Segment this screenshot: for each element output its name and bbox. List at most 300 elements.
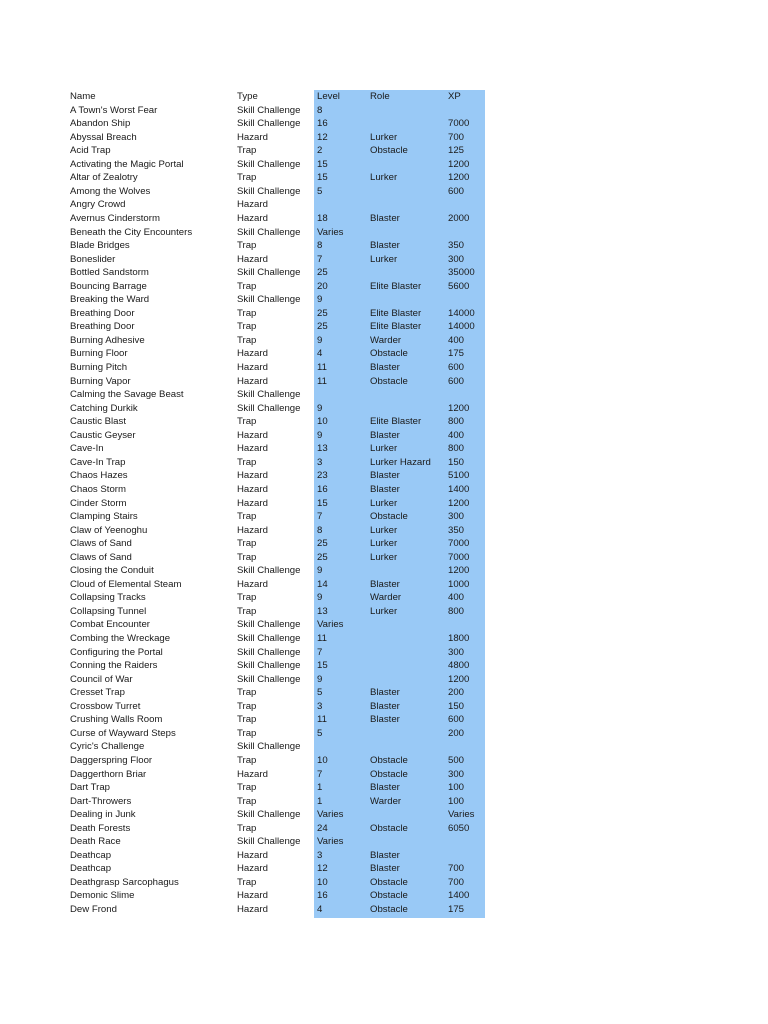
table-row bbox=[0, 632, 768, 646]
table-row bbox=[0, 835, 768, 849]
cell-type: Hazard bbox=[237, 253, 268, 265]
cell-level: 11 bbox=[317, 362, 327, 373]
cell-name: Burning Vapor bbox=[70, 375, 131, 387]
table-row bbox=[0, 429, 768, 443]
cell-name: Activating the Magic Portal bbox=[70, 158, 184, 170]
cell-type: Trap bbox=[237, 700, 257, 712]
cell-name: Caustic Blast bbox=[70, 416, 126, 428]
cell-type: Hazard bbox=[237, 849, 268, 861]
cell-xp: 300 bbox=[448, 768, 465, 780]
cell-role: Elite Blaster bbox=[370, 280, 422, 292]
cell-xp: 600 bbox=[448, 185, 465, 197]
cell-name: Bottled Sandstorm bbox=[70, 267, 149, 279]
cell-level: 13 bbox=[317, 443, 328, 455]
cell-type: Trap bbox=[237, 876, 257, 888]
table-row bbox=[0, 781, 768, 795]
cell-type: Trap bbox=[237, 551, 257, 563]
cell-type: Hazard bbox=[237, 470, 268, 482]
cell-xp: 5600 bbox=[448, 280, 470, 292]
cell-name: Chaos Hazes bbox=[70, 470, 128, 482]
cell-role: Elite Blaster bbox=[370, 321, 422, 333]
cell-name: Cyric's Challenge bbox=[70, 741, 145, 753]
cell-level: 7 bbox=[317, 768, 323, 780]
table-row bbox=[0, 307, 768, 321]
cell-name: Claws of Sand bbox=[70, 538, 132, 550]
cell-level: 9 bbox=[317, 334, 323, 346]
cell-name: Burning Pitch bbox=[70, 362, 128, 373]
cell-xp: 1200 bbox=[448, 158, 470, 170]
cell-type: Trap bbox=[237, 321, 257, 333]
cell-type: Trap bbox=[237, 795, 257, 807]
cell-role: Obstacle bbox=[370, 754, 408, 766]
cell-type: Skill Challenge bbox=[237, 118, 301, 130]
cell-type: Trap bbox=[237, 145, 257, 157]
cell-name: Among the Wolves bbox=[70, 185, 151, 197]
cell-level: 4 bbox=[317, 348, 323, 360]
cell-name: Closing the Conduit bbox=[70, 565, 154, 577]
cell-level: 20 bbox=[317, 280, 328, 292]
cell-type: Skill Challenge bbox=[237, 402, 301, 414]
cell-type: Trap bbox=[237, 307, 257, 319]
cell-level: 9 bbox=[317, 673, 323, 685]
cell-type: Hazard bbox=[237, 212, 268, 224]
table-row bbox=[0, 524, 768, 538]
cell-type: Trap bbox=[237, 687, 257, 699]
cell-xp: 5100 bbox=[448, 470, 470, 482]
table-row bbox=[0, 456, 768, 470]
table-row bbox=[0, 415, 768, 429]
cell-name: Chaos Storm bbox=[70, 483, 126, 495]
cell-xp: 400 bbox=[448, 334, 465, 346]
table-row bbox=[0, 591, 768, 605]
cell-level: 10 bbox=[317, 876, 328, 888]
cell-level: 18 bbox=[317, 212, 328, 224]
cell-role: Lurker bbox=[370, 443, 398, 455]
cell-xp: 6050 bbox=[448, 822, 470, 834]
cell-role: Warder bbox=[370, 334, 402, 346]
cell-level: Varies bbox=[317, 809, 344, 821]
cell-type: Hazard bbox=[237, 483, 268, 495]
cell-level: 14 bbox=[317, 578, 328, 590]
cell-role: Warder bbox=[370, 795, 402, 807]
cell-role: Elite Blaster bbox=[370, 416, 422, 428]
cell-role: Obstacle bbox=[370, 876, 408, 888]
cell-xp: 1200 bbox=[448, 402, 470, 414]
cell-level: 11 bbox=[317, 714, 327, 726]
cell-type: Hazard bbox=[237, 362, 268, 373]
table-row bbox=[0, 673, 768, 687]
cell-role: Blaster bbox=[370, 240, 400, 252]
table-row bbox=[0, 334, 768, 348]
cell-name: A Town's Worst Fear bbox=[70, 104, 158, 116]
cell-type: Trap bbox=[237, 456, 257, 468]
cell-xp: 1200 bbox=[448, 673, 470, 685]
cell-level: 3 bbox=[317, 849, 323, 861]
table-row bbox=[0, 117, 768, 131]
cell-level: 2 bbox=[317, 145, 323, 157]
cell-xp: 300 bbox=[448, 253, 465, 265]
cell-xp: 300 bbox=[448, 646, 465, 658]
cell-role: Blaster bbox=[370, 863, 400, 875]
cell-type: Skill Challenge bbox=[237, 565, 301, 577]
table-row bbox=[0, 320, 768, 334]
cell-level: 9 bbox=[317, 294, 323, 306]
cell-xp: 800 bbox=[448, 416, 465, 428]
cell-type: Skill Challenge bbox=[237, 389, 301, 401]
cell-name: Breathing Door bbox=[70, 307, 135, 319]
cell-level: 7 bbox=[317, 511, 323, 523]
cell-level: 8 bbox=[317, 104, 323, 116]
cell-xp: 700 bbox=[448, 876, 465, 888]
cell-name: Crushing Walls Room bbox=[70, 714, 163, 726]
table-row bbox=[0, 564, 768, 578]
cell-level: 7 bbox=[317, 646, 323, 658]
cell-xp: 2000 bbox=[448, 212, 470, 224]
cell-xp: 350 bbox=[448, 524, 465, 536]
cell-xp: 100 bbox=[448, 795, 465, 807]
cell-level: 1 bbox=[317, 795, 323, 807]
cell-role: Lurker bbox=[370, 551, 398, 563]
cell-xp: 350 bbox=[448, 240, 465, 252]
cell-name: Acid Trap bbox=[70, 145, 111, 157]
cell-level: Varies bbox=[317, 619, 344, 631]
cell-name: Beneath the City Encounters bbox=[70, 226, 193, 238]
cell-type: Trap bbox=[237, 416, 257, 428]
cell-type: Hazard bbox=[237, 429, 268, 441]
cell-role: Blaster bbox=[370, 849, 400, 861]
cell-role: Blaster bbox=[370, 782, 400, 794]
cell-xp: 1400 bbox=[448, 890, 470, 902]
cell-role: Blaster bbox=[370, 714, 400, 726]
table-row bbox=[0, 659, 768, 673]
cell-level: Varies bbox=[317, 836, 344, 848]
cell-type: Trap bbox=[237, 605, 257, 617]
cell-role: Warder bbox=[370, 592, 402, 604]
cell-level: 9 bbox=[317, 592, 323, 604]
table-row bbox=[0, 388, 768, 402]
cell-role: Blaster bbox=[370, 700, 400, 712]
table-row bbox=[0, 605, 768, 619]
cell-level: 25 bbox=[317, 321, 328, 333]
cell-type: Skill Challenge bbox=[237, 633, 301, 644]
cell-level: 4 bbox=[317, 904, 323, 915]
cell-level: 11 bbox=[317, 633, 327, 644]
cell-role: Elite Blaster bbox=[370, 307, 422, 319]
cell-level: 15 bbox=[317, 660, 328, 672]
table-row bbox=[0, 578, 768, 592]
cell-xp: 300 bbox=[448, 511, 465, 523]
table-row bbox=[0, 862, 768, 876]
cell-level: 24 bbox=[317, 822, 328, 834]
cell-level: 8 bbox=[317, 240, 323, 252]
table-row bbox=[0, 280, 768, 294]
cell-name: Claw of Yeenoghu bbox=[70, 524, 148, 536]
cell-name: Burning Adhesive bbox=[70, 334, 145, 346]
cell-type: Trap bbox=[237, 334, 257, 346]
cell-name: Cave-In bbox=[70, 443, 104, 455]
table-row bbox=[0, 402, 768, 416]
table-row bbox=[0, 497, 768, 511]
cell-type: Skill Challenge bbox=[237, 673, 301, 685]
cell-type: Trap bbox=[237, 511, 257, 523]
cell-role: Blaster bbox=[370, 483, 400, 495]
table-row bbox=[0, 469, 768, 483]
cell-type: Skill Challenge bbox=[237, 158, 301, 170]
cell-type: Hazard bbox=[237, 890, 268, 902]
cell-level: 3 bbox=[317, 700, 323, 712]
cell-name: Cresset Trap bbox=[70, 687, 125, 699]
cell-xp: 200 bbox=[448, 727, 465, 739]
cell-role: Lurker Hazard bbox=[370, 456, 431, 468]
cell-type: Skill Challenge bbox=[237, 185, 301, 197]
table-row bbox=[0, 212, 768, 226]
cell-role: Lurker bbox=[370, 131, 398, 143]
cell-role: Lurker bbox=[370, 253, 398, 265]
cell-xp: 1400 bbox=[448, 483, 470, 495]
cell-level: 15 bbox=[317, 172, 328, 184]
cell-type: Hazard bbox=[237, 768, 268, 780]
cell-type: Trap bbox=[237, 714, 257, 726]
cell-name: Cloud of Elemental Steam bbox=[70, 578, 182, 590]
cell-type: Skill Challenge bbox=[237, 646, 301, 658]
cell-name: Catching Durkik bbox=[70, 402, 138, 414]
cell-xp: 1000 bbox=[448, 578, 470, 590]
cell-xp: 200 bbox=[448, 687, 465, 699]
table-row bbox=[0, 849, 768, 863]
cell-name: Deathcap bbox=[70, 863, 112, 875]
table-row bbox=[0, 104, 768, 118]
cell-xp: 125 bbox=[448, 145, 465, 157]
cell-xp: 175 bbox=[448, 348, 465, 360]
cell-level: 5 bbox=[317, 727, 323, 739]
table-row bbox=[0, 795, 768, 809]
cell-name: Death Race bbox=[70, 836, 121, 848]
cell-type: Trap bbox=[237, 592, 257, 604]
cell-xp: 400 bbox=[448, 429, 465, 441]
cell-role: Obstacle bbox=[370, 145, 408, 157]
cell-type: Hazard bbox=[237, 348, 268, 360]
cell-type: Hazard bbox=[237, 863, 268, 875]
cell-name: Configuring the Portal bbox=[70, 646, 163, 658]
cell-type: Hazard bbox=[237, 131, 268, 143]
cell-type: Hazard bbox=[237, 443, 268, 455]
cell-role: Blaster bbox=[370, 212, 400, 224]
table-row bbox=[0, 903, 768, 917]
cell-level: Varies bbox=[317, 226, 344, 238]
cell-level: 11 bbox=[317, 375, 327, 387]
table-row bbox=[0, 808, 768, 822]
cell-level: 1 bbox=[317, 782, 323, 794]
cell-role: Lurker bbox=[370, 172, 398, 184]
cell-name: Abyssal Breach bbox=[70, 131, 137, 143]
cell-name: Altar of Zealotry bbox=[70, 172, 138, 184]
cell-level: 9 bbox=[317, 565, 323, 577]
cell-type: Trap bbox=[237, 240, 257, 252]
table-row bbox=[0, 686, 768, 700]
cell-level: 16 bbox=[317, 483, 328, 495]
cell-name: Bouncing Barrage bbox=[70, 280, 147, 292]
table-row bbox=[0, 740, 768, 754]
table-row bbox=[0, 158, 768, 172]
table-row bbox=[0, 876, 768, 890]
cell-xp: 1200 bbox=[448, 565, 470, 577]
cell-level: 16 bbox=[317, 890, 328, 902]
cell-role: Lurker bbox=[370, 538, 398, 550]
table-row bbox=[0, 727, 768, 741]
cell-role: Lurker bbox=[370, 605, 398, 617]
cell-name: Cinder Storm bbox=[70, 497, 127, 509]
cell-xp: 100 bbox=[448, 782, 465, 794]
cell-role: Blaster bbox=[370, 362, 400, 373]
cell-role: Obstacle bbox=[370, 890, 408, 902]
cell-name: Conning the Raiders bbox=[70, 660, 158, 672]
cell-name: Demonic Slime bbox=[70, 890, 135, 902]
cell-level: 5 bbox=[317, 687, 323, 699]
cell-level: 10 bbox=[317, 416, 328, 428]
cell-type: Trap bbox=[237, 782, 257, 794]
cell-type: Hazard bbox=[237, 497, 268, 509]
cell-name: Calming the Savage Beast bbox=[70, 389, 184, 401]
cell-xp: 1200 bbox=[448, 172, 470, 184]
cell-xp: Varies bbox=[448, 809, 475, 821]
cell-type: Skill Challenge bbox=[237, 619, 301, 631]
cell-type: Skill Challenge bbox=[237, 660, 301, 672]
cell-role: Lurker bbox=[370, 497, 398, 509]
table-row bbox=[0, 754, 768, 768]
table-row bbox=[0, 713, 768, 727]
cell-xp: 700 bbox=[448, 131, 465, 143]
table-row bbox=[0, 889, 768, 903]
header-xp: XP bbox=[448, 91, 461, 102]
cell-name: Dart Trap bbox=[70, 782, 110, 794]
table-row bbox=[0, 144, 768, 158]
cell-type: Trap bbox=[237, 538, 257, 550]
table-row bbox=[0, 171, 768, 185]
cell-name: Cave-In Trap bbox=[70, 456, 126, 468]
cell-role: Lurker bbox=[370, 524, 398, 536]
cell-level: 3 bbox=[317, 456, 323, 468]
cell-type: Trap bbox=[237, 727, 257, 739]
cell-level: 15 bbox=[317, 497, 328, 509]
cell-level: 10 bbox=[317, 754, 328, 766]
cell-name: Collapsing Tunnel bbox=[70, 605, 147, 617]
cell-level: 25 bbox=[317, 267, 328, 279]
cell-xp: 600 bbox=[448, 362, 465, 373]
cell-role: Obstacle bbox=[370, 375, 408, 387]
cell-type: Hazard bbox=[237, 375, 268, 387]
table-row bbox=[0, 551, 768, 565]
table-row bbox=[0, 253, 768, 267]
header-type: Type bbox=[237, 91, 258, 102]
cell-xp: 150 bbox=[448, 700, 465, 712]
cell-name: Curse of Wayward Steps bbox=[70, 727, 176, 739]
cell-type: Trap bbox=[237, 754, 257, 766]
cell-name: Combat Encounter bbox=[70, 619, 150, 631]
cell-xp: 175 bbox=[448, 904, 465, 915]
cell-xp: 400 bbox=[448, 592, 465, 604]
table-row bbox=[0, 618, 768, 632]
cell-name: Council of War bbox=[70, 673, 133, 685]
cell-role: Obstacle bbox=[370, 904, 408, 915]
cell-name: Collapsing Tracks bbox=[70, 592, 146, 604]
cell-name: Burning Floor bbox=[70, 348, 128, 360]
cell-name: Breathing Door bbox=[70, 321, 135, 333]
cell-name: Breaking the Ward bbox=[70, 294, 150, 306]
cell-xp: 500 bbox=[448, 754, 465, 766]
cell-role: Obstacle bbox=[370, 348, 408, 360]
cell-type: Skill Challenge bbox=[237, 267, 301, 279]
cell-role: Blaster bbox=[370, 578, 400, 590]
cell-name: Deathcap bbox=[70, 849, 112, 861]
table-row bbox=[0, 822, 768, 836]
table-row bbox=[0, 185, 768, 199]
cell-role: Obstacle bbox=[370, 822, 408, 834]
cell-level: 9 bbox=[317, 402, 323, 414]
cell-xp: 35000 bbox=[448, 267, 475, 279]
cell-type: Skill Challenge bbox=[237, 226, 301, 238]
cell-level: 25 bbox=[317, 538, 328, 550]
cell-name: Abandon Ship bbox=[70, 118, 131, 130]
table-row bbox=[0, 198, 768, 212]
cell-xp: 7000 bbox=[448, 118, 470, 130]
cell-xp: 1800 bbox=[448, 633, 470, 644]
header-role: Role bbox=[370, 91, 390, 102]
cell-type: Hazard bbox=[237, 199, 268, 211]
table-row bbox=[0, 646, 768, 660]
cell-name: Claws of Sand bbox=[70, 551, 132, 563]
cell-name: Daggerspring Floor bbox=[70, 754, 153, 766]
cell-xp: 14000 bbox=[448, 321, 475, 333]
cell-type: Trap bbox=[237, 280, 257, 292]
cell-name: Dealing in Junk bbox=[70, 809, 136, 821]
cell-level: 15 bbox=[317, 158, 328, 170]
cell-type: Skill Challenge bbox=[237, 809, 301, 821]
table-row bbox=[0, 510, 768, 524]
cell-role: Blaster bbox=[370, 429, 400, 441]
cell-role: Blaster bbox=[370, 470, 400, 482]
cell-xp: 600 bbox=[448, 375, 465, 387]
cell-name: Caustic Geyser bbox=[70, 429, 136, 441]
cell-name: Blade Bridges bbox=[70, 240, 130, 252]
table-row bbox=[0, 239, 768, 253]
table-row bbox=[0, 700, 768, 714]
cell-name: Clamping Stairs bbox=[70, 511, 138, 523]
cell-xp: 14000 bbox=[448, 307, 475, 319]
table-row bbox=[0, 375, 768, 389]
table-row bbox=[0, 361, 768, 375]
cell-type: Trap bbox=[237, 822, 257, 834]
cell-role: Obstacle bbox=[370, 511, 408, 523]
header-row bbox=[0, 90, 768, 104]
table-row bbox=[0, 131, 768, 145]
cell-xp: 150 bbox=[448, 456, 465, 468]
cell-level: 13 bbox=[317, 605, 328, 617]
cell-level: 23 bbox=[317, 470, 328, 482]
cell-type: Skill Challenge bbox=[237, 294, 301, 306]
cell-level: 16 bbox=[317, 118, 328, 130]
table-row bbox=[0, 226, 768, 240]
cell-name: Death Forests bbox=[70, 822, 131, 834]
cell-type: Skill Challenge bbox=[237, 104, 301, 116]
cell-level: 25 bbox=[317, 551, 328, 563]
cell-type: Hazard bbox=[237, 524, 268, 536]
cell-name: Dew Frond bbox=[70, 904, 117, 915]
cell-xp: 4800 bbox=[448, 660, 470, 672]
table-row bbox=[0, 266, 768, 280]
cell-xp: 600 bbox=[448, 714, 465, 726]
cell-xp: 800 bbox=[448, 443, 465, 455]
cell-name: Deathgrasp Sarcophagus bbox=[70, 876, 179, 888]
